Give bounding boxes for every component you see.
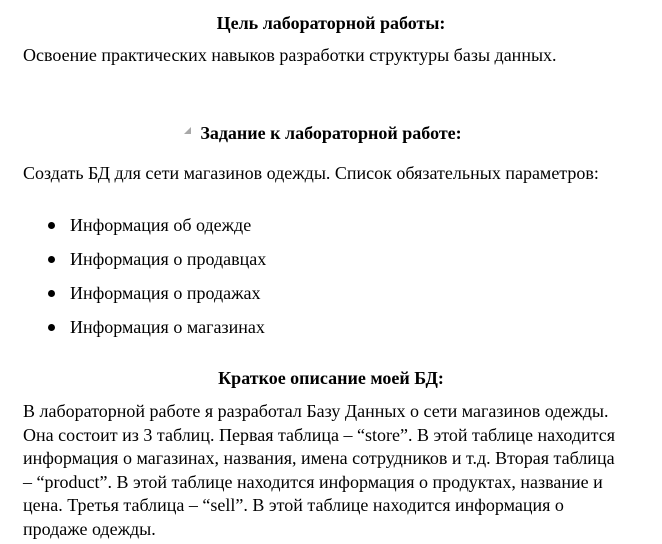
list-item (0, 316, 662, 350)
bullet-icon (48, 256, 55, 263)
list-item-text: Информация о продавцах (70, 249, 267, 269)
bullet-icon (48, 290, 55, 297)
list-item (0, 214, 662, 248)
goal-text: Освоение практических навыков разработки структуры базы данных. (23, 45, 557, 65)
goal-heading: Цель лабораторной работы: (216, 13, 446, 33)
description-paragraph (23, 400, 648, 541)
list-item-text: Информация о продажах (70, 283, 261, 303)
paragraph-line: Она состоит из 3 таблиц. Первая таблица – “store”. В этой таблице находится (23, 424, 616, 445)
paragraph-line: информация о магазинах, названия, имена сотрудников и т.д. Вторая таблица (23, 448, 615, 468)
paragraph-line: продаже одежды. (23, 518, 156, 539)
requirements-list (0, 214, 662, 350)
task-text: Создать БД для сети магазинов одежды. Список обязательных параметров: (23, 163, 599, 183)
list-item-text: Информация о магазинах (70, 317, 265, 337)
bullet-icon (48, 222, 55, 229)
list-item-text: Информация об одежде (70, 215, 252, 235)
paragraph-line: В лабораторной работе я разработал Базу Данных о сети магазинов одежды. (23, 401, 609, 421)
list-item (0, 248, 662, 282)
paragraph-line: цена. Третья таблица – “sell”. В этой таблице находится информация о (23, 495, 564, 515)
list-item (0, 282, 662, 316)
description-heading: Краткое описание моей БД: (218, 368, 444, 388)
task-heading: Задание к лабораторной работе: (200, 123, 462, 143)
bullet-icon (48, 324, 55, 331)
paragraph-line: – “product”. В этой таблице находится информация о продуктах, название и (23, 471, 603, 492)
